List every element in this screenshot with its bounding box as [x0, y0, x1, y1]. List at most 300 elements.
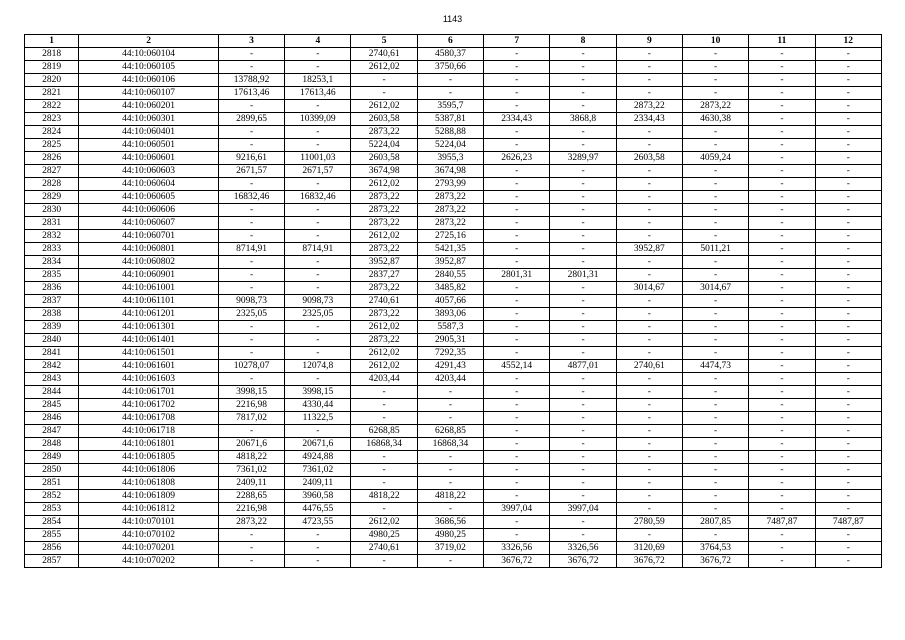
table-cell: - [616, 230, 682, 243]
table-cell: - [417, 87, 483, 100]
table-cell: - [285, 48, 351, 61]
table-cell: 2856 [25, 542, 79, 555]
table-cell: 9098,73 [218, 295, 284, 308]
table-cell: 3952,87 [351, 256, 417, 269]
table-cell: - [682, 399, 748, 412]
table-cell: - [285, 217, 351, 230]
table-cell: - [616, 87, 682, 100]
table-cell: 44:10:061601 [79, 360, 219, 373]
table-cell: - [484, 100, 550, 113]
table-cell: - [550, 230, 616, 243]
table-cell: 2216,98 [218, 503, 284, 516]
table-cell: 2873,22 [351, 204, 417, 217]
table-cell: 2603,58 [351, 152, 417, 165]
table-cell: - [417, 399, 483, 412]
table-cell: - [749, 542, 815, 555]
table-cell: 2849 [25, 451, 79, 464]
table-cell: 2905,31 [417, 334, 483, 347]
table-cell: 3998,15 [218, 386, 284, 399]
table-cell: 4980,25 [351, 529, 417, 542]
table-cell: - [616, 464, 682, 477]
table-row [25, 399, 882, 412]
table-cell: - [616, 61, 682, 74]
table-cell: 44:10:070102 [79, 529, 219, 542]
table-row [25, 425, 882, 438]
table-cell: 16832,46 [285, 191, 351, 204]
table-cell: - [815, 126, 881, 139]
table-cell: 2852 [25, 490, 79, 503]
table-cell: - [417, 386, 483, 399]
table-cell: 8714,91 [218, 243, 284, 256]
table-cell: 7361,02 [218, 464, 284, 477]
table-cell: - [218, 282, 284, 295]
table-cell: - [682, 61, 748, 74]
table-cell: - [285, 178, 351, 191]
table-cell: - [484, 321, 550, 334]
table-cell: 3997,04 [484, 503, 550, 516]
table-cell: 2807,85 [682, 516, 748, 529]
table-cell: 5011,21 [682, 243, 748, 256]
table-cell: - [749, 360, 815, 373]
table-cell: 2839 [25, 321, 79, 334]
table-cell: - [484, 48, 550, 61]
table-cell: - [484, 217, 550, 230]
column-header: 7 [484, 35, 550, 48]
table-cell: 3764,53 [682, 542, 748, 555]
table-cell: - [417, 451, 483, 464]
table-cell: - [550, 321, 616, 334]
table-cell: - [616, 191, 682, 204]
table-cell: - [218, 347, 284, 360]
table-cell: - [218, 256, 284, 269]
table-cell: 12074,8 [285, 360, 351, 373]
table-cell: 3326,56 [550, 542, 616, 555]
table-cell: - [550, 399, 616, 412]
table-cell: - [682, 529, 748, 542]
table-cell: 4818,22 [351, 490, 417, 503]
table-cell: - [616, 373, 682, 386]
table-cell: 2818 [25, 48, 79, 61]
table-cell: 2832 [25, 230, 79, 243]
table-cell: 2334,43 [484, 113, 550, 126]
table-cell: 44:10:060401 [79, 126, 219, 139]
table-cell: 3676,72 [484, 555, 550, 568]
table-cell: - [815, 360, 881, 373]
table-cell: 2822 [25, 100, 79, 113]
table-cell: - [682, 191, 748, 204]
column-header: 12 [815, 35, 881, 48]
table-cell: 44:10:060802 [79, 256, 219, 269]
table-cell: - [616, 451, 682, 464]
table-cell: - [285, 347, 351, 360]
table-cell: - [218, 373, 284, 386]
table-cell: - [815, 61, 881, 74]
table-cell: 2835 [25, 269, 79, 282]
table-row [25, 48, 882, 61]
table-cell: - [815, 74, 881, 87]
table-cell: - [682, 503, 748, 516]
table-cell: 7487,87 [815, 516, 881, 529]
table-cell: - [484, 425, 550, 438]
table-header [25, 35, 882, 48]
table-cell: 5387,81 [417, 113, 483, 126]
table-cell: 44:10:061806 [79, 464, 219, 477]
table-cell: - [682, 139, 748, 152]
table-cell: 44:10:060701 [79, 230, 219, 243]
table-cell: - [682, 217, 748, 230]
table-cell: - [616, 425, 682, 438]
table-cell: - [285, 256, 351, 269]
table-cell: 2612,02 [351, 360, 417, 373]
table-cell: 2801,31 [484, 269, 550, 282]
table-cell: - [749, 243, 815, 256]
table-cell: - [285, 282, 351, 295]
table-cell: - [815, 191, 881, 204]
table-row [25, 295, 882, 308]
table-row [25, 386, 882, 399]
table-row [25, 217, 882, 230]
table-cell: 17613,46 [218, 87, 284, 100]
table-cell: 44:10:060606 [79, 204, 219, 217]
table-cell: - [682, 334, 748, 347]
column-header: 5 [351, 35, 417, 48]
table-cell: 2288,65 [218, 490, 284, 503]
table-cell: - [815, 243, 881, 256]
table-cell: - [749, 308, 815, 321]
table-cell: 2612,02 [351, 178, 417, 191]
table-cell: - [616, 204, 682, 217]
table-cell: - [815, 399, 881, 412]
page-number: 1143 [442, 14, 463, 24]
table-cell: 3674,98 [417, 165, 483, 178]
table-cell: 16868,34 [351, 438, 417, 451]
table-row [25, 412, 882, 425]
column-header: 6 [417, 35, 483, 48]
table-cell: - [484, 165, 550, 178]
table-cell: 3289,97 [550, 152, 616, 165]
table-cell: - [749, 438, 815, 451]
table-row [25, 139, 882, 152]
table-cell: 2831 [25, 217, 79, 230]
table-cell: 44:10:061701 [79, 386, 219, 399]
table-cell: 44:10:061808 [79, 477, 219, 490]
table-cell: - [815, 295, 881, 308]
table-row [25, 464, 882, 477]
table-cell: 2824 [25, 126, 79, 139]
table-cell: 3014,67 [616, 282, 682, 295]
table-cell: - [550, 48, 616, 61]
table-cell: 44:10:061702 [79, 399, 219, 412]
column-header: 4 [285, 35, 351, 48]
table-cell: 11001,03 [285, 152, 351, 165]
table-cell: 44:10:061603 [79, 373, 219, 386]
table-cell: 44:10:060801 [79, 243, 219, 256]
table-cell: - [616, 334, 682, 347]
table-row [25, 321, 882, 334]
table-cell: - [484, 204, 550, 217]
table-cell: - [616, 295, 682, 308]
table-cell: - [351, 412, 417, 425]
table-cell: - [682, 87, 748, 100]
table-cell: - [484, 282, 550, 295]
table-cell: - [484, 490, 550, 503]
table-cell: 2819 [25, 61, 79, 74]
table-cell: 5421,35 [417, 243, 483, 256]
table-cell: - [815, 165, 881, 178]
table-cell: 3998,15 [285, 386, 351, 399]
table-cell: 3955,3 [417, 152, 483, 165]
table-cell: 3960,58 [285, 490, 351, 503]
table-cell: - [550, 425, 616, 438]
table-cell: 5587,3 [417, 321, 483, 334]
table-cell: - [484, 139, 550, 152]
table-cell: - [285, 321, 351, 334]
table-cell: - [285, 269, 351, 282]
table-cell: 4057,66 [417, 295, 483, 308]
table-cell: - [550, 87, 616, 100]
table-cell: 2612,02 [351, 230, 417, 243]
table-cell: - [749, 204, 815, 217]
table-cell: - [815, 100, 881, 113]
data-table [24, 34, 882, 568]
table-cell: 44:10:060901 [79, 269, 219, 282]
table-row [25, 243, 882, 256]
table-row [25, 256, 882, 269]
table-cell: - [218, 425, 284, 438]
table-cell: 2740,61 [351, 295, 417, 308]
table-cell: 3595,7 [417, 100, 483, 113]
table-row [25, 178, 882, 191]
table-cell: - [484, 529, 550, 542]
table-row [25, 61, 882, 74]
column-header: 1 [25, 35, 79, 48]
table-cell: 2851 [25, 477, 79, 490]
table-cell: - [815, 321, 881, 334]
table-cell: 44:10:070101 [79, 516, 219, 529]
table-cell: 20671,6 [285, 438, 351, 451]
table-cell: - [550, 451, 616, 464]
table-cell: 2838 [25, 308, 79, 321]
table-cell: - [749, 373, 815, 386]
table-cell: - [616, 48, 682, 61]
table-cell: - [749, 503, 815, 516]
table-row [25, 152, 882, 165]
table-cell: - [815, 256, 881, 269]
table-row [25, 529, 882, 542]
table-cell: - [285, 61, 351, 74]
table-cell: 2409,11 [285, 477, 351, 490]
table-cell: 5288,88 [417, 126, 483, 139]
table-cell: 44:10:060501 [79, 139, 219, 152]
table-cell: 4877,01 [550, 360, 616, 373]
table-cell: - [616, 74, 682, 87]
table-cell: - [484, 399, 550, 412]
table-cell: - [749, 126, 815, 139]
table-cell: - [749, 191, 815, 204]
table-cell: 3674,98 [351, 165, 417, 178]
table-cell: 2850 [25, 464, 79, 477]
table-cell: 4203,44 [351, 373, 417, 386]
table-cell: 4330,44 [285, 399, 351, 412]
table-cell: 44:10:061301 [79, 321, 219, 334]
table-cell: 3719,02 [417, 542, 483, 555]
table-cell: - [550, 191, 616, 204]
table-cell: 2325,05 [285, 308, 351, 321]
table-cell: 2840 [25, 334, 79, 347]
table-cell: 44:10:060604 [79, 178, 219, 191]
table-cell: - [815, 555, 881, 568]
table-row [25, 308, 882, 321]
table-cell: - [484, 347, 550, 360]
table-cell: 2626,23 [484, 152, 550, 165]
table-cell: - [484, 243, 550, 256]
table-cell: - [815, 373, 881, 386]
table-cell: 2873,22 [218, 516, 284, 529]
table-cell: 2873,22 [351, 217, 417, 230]
table-cell: - [550, 126, 616, 139]
table-cell: - [682, 464, 748, 477]
table-cell: - [285, 334, 351, 347]
table-cell: - [484, 256, 550, 269]
table-cell: - [550, 490, 616, 503]
table-cell: 44:10:061809 [79, 490, 219, 503]
table-cell: - [484, 386, 550, 399]
table-cell: 2216,98 [218, 399, 284, 412]
table-body [25, 48, 882, 568]
table-cell: 2857 [25, 555, 79, 568]
table-cell: - [550, 308, 616, 321]
table-cell: 44:10:060201 [79, 100, 219, 113]
table-cell: 44:10:061201 [79, 308, 219, 321]
table-cell: 2842 [25, 360, 79, 373]
table-cell: - [550, 334, 616, 347]
table-cell: 2823 [25, 113, 79, 126]
table-cell: - [749, 425, 815, 438]
table-cell: - [484, 451, 550, 464]
table-cell: - [616, 165, 682, 178]
table-cell: - [815, 477, 881, 490]
table-row [25, 438, 882, 451]
table-cell: - [815, 438, 881, 451]
table-cell: 3997,04 [550, 503, 616, 516]
table-cell: - [815, 178, 881, 191]
table-cell: 4818,22 [417, 490, 483, 503]
table-cell: 2801,31 [550, 269, 616, 282]
table-cell: - [218, 269, 284, 282]
table-cell: - [682, 165, 748, 178]
table-cell: - [682, 321, 748, 334]
table-cell: - [682, 269, 748, 282]
table-cell: 18253,1 [285, 74, 351, 87]
table-row [25, 542, 882, 555]
table-cell: - [749, 165, 815, 178]
table-cell: 7292,35 [417, 347, 483, 360]
table-row [25, 113, 882, 126]
table-cell: - [351, 451, 417, 464]
table-cell: 7361,02 [285, 464, 351, 477]
table-cell: 2840,55 [417, 269, 483, 282]
table-cell: - [616, 139, 682, 152]
table-cell: - [616, 256, 682, 269]
table-cell: 6268,85 [351, 425, 417, 438]
table-cell: - [815, 412, 881, 425]
table-cell: - [550, 178, 616, 191]
table-cell: - [815, 139, 881, 152]
table-cell: - [218, 100, 284, 113]
table-cell: 2671,57 [285, 165, 351, 178]
table-cell: 3485,82 [417, 282, 483, 295]
table-cell: 2830 [25, 204, 79, 217]
table-cell: 2827 [25, 165, 79, 178]
table-cell: - [550, 347, 616, 360]
table-cell: - [815, 503, 881, 516]
table-cell: - [616, 178, 682, 191]
table-cell: 2825 [25, 139, 79, 152]
table-cell: 4476,55 [285, 503, 351, 516]
table-cell: - [749, 490, 815, 503]
table-cell: - [616, 308, 682, 321]
table-cell: 2837,27 [351, 269, 417, 282]
table-cell: 2899,65 [218, 113, 284, 126]
table-cell: 4203,44 [417, 373, 483, 386]
table-cell: - [815, 529, 881, 542]
table-cell: - [218, 542, 284, 555]
table-cell: 2873,22 [417, 191, 483, 204]
table-row [25, 503, 882, 516]
table-cell: - [218, 126, 284, 139]
table-cell: 13788,92 [218, 74, 284, 87]
table-cell: 16868,34 [417, 438, 483, 451]
table-cell: 2740,61 [351, 48, 417, 61]
table-row [25, 347, 882, 360]
table-cell: 10278,07 [218, 360, 284, 373]
table-cell: 2725,16 [417, 230, 483, 243]
table-cell: 44:10:061501 [79, 347, 219, 360]
table-cell: - [550, 74, 616, 87]
table-cell: - [749, 256, 815, 269]
table-cell: - [749, 269, 815, 282]
table-cell: 2612,02 [351, 347, 417, 360]
table-cell: 5224,04 [417, 139, 483, 152]
table-cell: - [285, 139, 351, 152]
table-cell: 3893,06 [417, 308, 483, 321]
table-cell: 44:10:070201 [79, 542, 219, 555]
table-row [25, 165, 882, 178]
table-cell: - [616, 217, 682, 230]
table-cell: - [682, 178, 748, 191]
table-cell: - [218, 555, 284, 568]
table-cell: - [749, 48, 815, 61]
table-cell: 44:10:061812 [79, 503, 219, 516]
table-cell: - [351, 87, 417, 100]
table-cell: - [550, 373, 616, 386]
table-cell: - [484, 191, 550, 204]
table-cell: 44:10:060605 [79, 191, 219, 204]
table-cell: - [550, 100, 616, 113]
table-cell: 44:10:061718 [79, 425, 219, 438]
table-cell: 44:10:070202 [79, 555, 219, 568]
table-cell: 2836 [25, 282, 79, 295]
table-cell: - [815, 282, 881, 295]
table-row [25, 334, 882, 347]
table-cell: 3014,67 [682, 282, 748, 295]
table-cell: - [749, 178, 815, 191]
table-cell: - [285, 230, 351, 243]
table-cell: - [749, 477, 815, 490]
table-cell: - [815, 490, 881, 503]
table-cell: - [616, 438, 682, 451]
table-cell: - [550, 516, 616, 529]
